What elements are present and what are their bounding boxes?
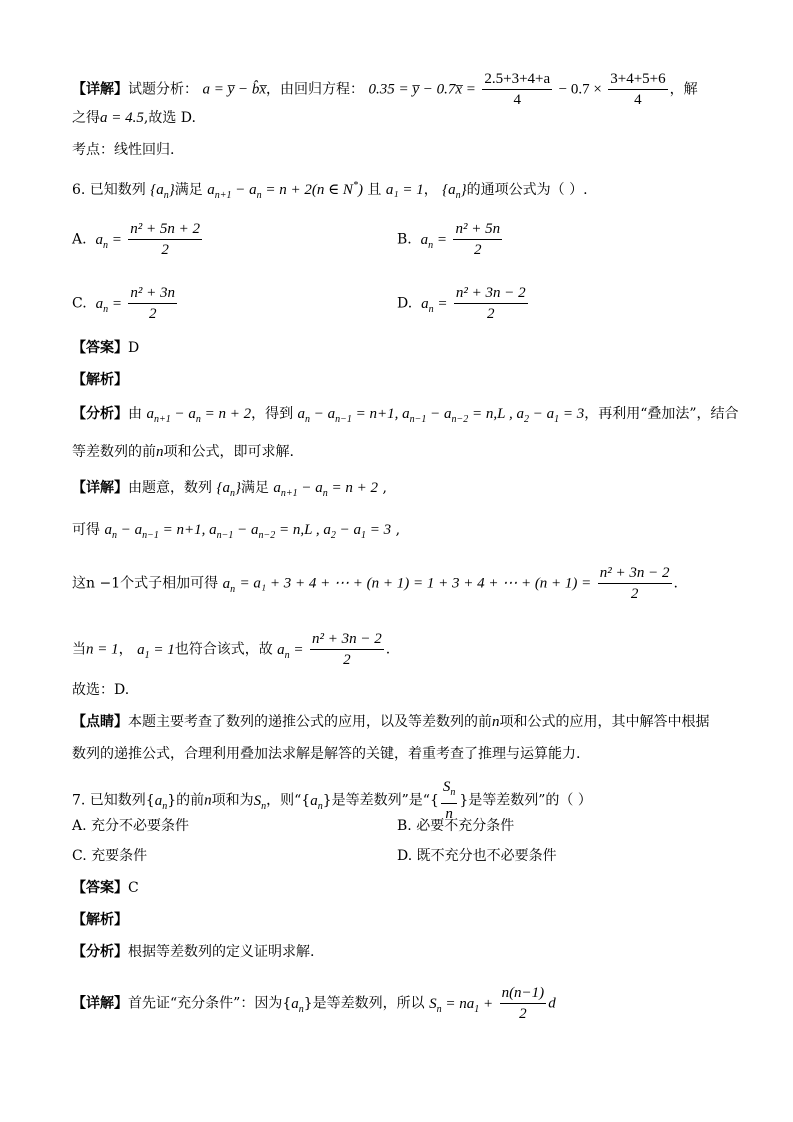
option-6-a[interactable]: A. $a_n$ = $\frac{\text{n² + 5n + 2}}{2}$ (72, 221, 201, 258)
fraction: $\frac{S_n}{n}$ (442, 779, 456, 822)
choose-line: 故选：D. (72, 682, 130, 698)
formula: 0.35 = y̅ − 0.7x̅ = (368, 81, 476, 98)
dianjing: 【点睛】本题主要考查了数列的递推公式的应用，以及等差数列的前n项和公式的应用，其中解答中根据 (72, 714, 710, 730)
fenxi-7: 【分析】根据等差数列的定义证明求解. (72, 944, 315, 960)
jiexi-6: 【解析】 (72, 372, 128, 388)
detail-paragraph-1: 【详解】试题分析： a = y̅ − b̂x̅，由回归方程： 0.35 = y̅ − 0.7x̅ = $\frac{2.5+3+4+a}{4}$ − 0.7 × $\frac{3+4+5+6}{4}$ ，解 (72, 71, 698, 108)
fraction: $\frac{\text{n² + 5n + 2}}{2}$ (130, 221, 201, 258)
option-6-d[interactable]: D. $a_n$ = $\frac{\text{n² + 3n − 2}}{2}$ (397, 285, 526, 322)
xiangjie-7: 【详解】首先证“充分条件”：因为$\{a_n\}$是等差数列，所以 $S_n = na_1$ + $\frac{n(n-1)}{2}$ d (72, 985, 556, 1022)
formula: a = y̅ − b̂x̅ (202, 81, 267, 98)
fraction: $\frac{2.5+3+4+a}{4}$ (484, 71, 551, 108)
option-7-d[interactable]: D. 既不充分也不必要条件 (397, 848, 557, 864)
fraction: $\frac{\text{n² + 3n}}{2}$ (130, 285, 176, 322)
option-7-b[interactable]: B. 必要不充分条件 (397, 818, 515, 834)
dianjing-cont: 数列的递推公式，合理利用叠加法求解是解答的关键，着重考查了推理与运算能力. (72, 746, 581, 762)
option-6-b[interactable]: B. $a_n$ = $\frac{\text{n² + 5n}}{2}$ (397, 221, 501, 258)
answer-6: 【答案】D (72, 340, 140, 356)
kaodian-line: 考点：线性回归. (72, 142, 175, 158)
fraction: $\frac{3+4+5+6}{4}$ (610, 71, 666, 108)
fraction: $\frac{n(n-1)}{2}$ (501, 985, 545, 1022)
fenxi-6: 【分析】由 $a_{n+1} - a_n = n + 2$，得到 $a_n - a_{n-1} = n+1$, $a_{n-1} - a_{n-2} = n,L$ , $a_2 - a_1 = 3$，再利用“叠加法”，结合 (72, 406, 739, 425)
option-7-a[interactable]: A. 充分不必要条件 (72, 818, 190, 834)
fraction: $\frac{\text{n² + 3n − 2}}{2}$ (455, 285, 526, 322)
option-7-c[interactable]: C. 充要条件 (72, 848, 148, 864)
answer-7: 【答案】C (72, 880, 139, 896)
fraction: $\frac{\text{n² + 3n − 2}}{2}$ (599, 565, 670, 602)
question-6-stem: 6. 已知数列 $\{a_n\}$满足 $a_{n+1} - a_n = n + 2(n$ ∈ N*) 且 a₁ = 1， $\{a_n\}$的通项公式为（ ）. (72, 180, 588, 201)
check-line: 当n = 1， $a_1 = 1$也符合该式，故 $a_n$ = $\frac{\text{n² + 3n − 2}}{2}$ . (72, 631, 391, 668)
xiangjie-6: 【详解】由题意，数列 $\{a_n\}$满足 $a_{n+1} - a_n = n + 2$ , (72, 480, 387, 499)
fraction: $\frac{\text{n² + 5n}}{2}$ (455, 221, 501, 258)
detail-paragraph-1-cont: 之得a = 4.5,故选 D. (72, 110, 196, 126)
fraction: $\frac{\text{n² + 3n − 2}}{2}$ (311, 631, 382, 668)
sum-line: 这n −1个式子相加可得 $a_n = a_1 + 3 + 4$ + ⋯ + (n + 1) = 1 + 3 + 4 + ⋯ + (n + 1) = $\frac{\text{n² + 3n − 2}}{2}$ . (72, 565, 678, 602)
fenxi-6-cont: 等差数列的前n项和公式，即可求解. (72, 444, 294, 460)
section-tag: 【详解】 (72, 81, 128, 98)
jiexi-7: 【解析】 (72, 912, 128, 928)
option-6-c[interactable]: C. $a_n$ = $\frac{\text{n² + 3n}}{2}$ (72, 285, 176, 322)
derivation-line: 可得 $a_n - a_{n-1} = n+1$, $a_{n-1} - a_{n-2} = n,L$ , $a_2 - a_1 = 3$ , (72, 522, 401, 541)
question-7-stem: 7. 已知数列$\{a_n\}$的前n项和为$S_n$，则“$\{a_n\}$是等差数列”是“{ $\frac{S_n}{n}$ }是等差数列”的（ ） (72, 779, 592, 822)
